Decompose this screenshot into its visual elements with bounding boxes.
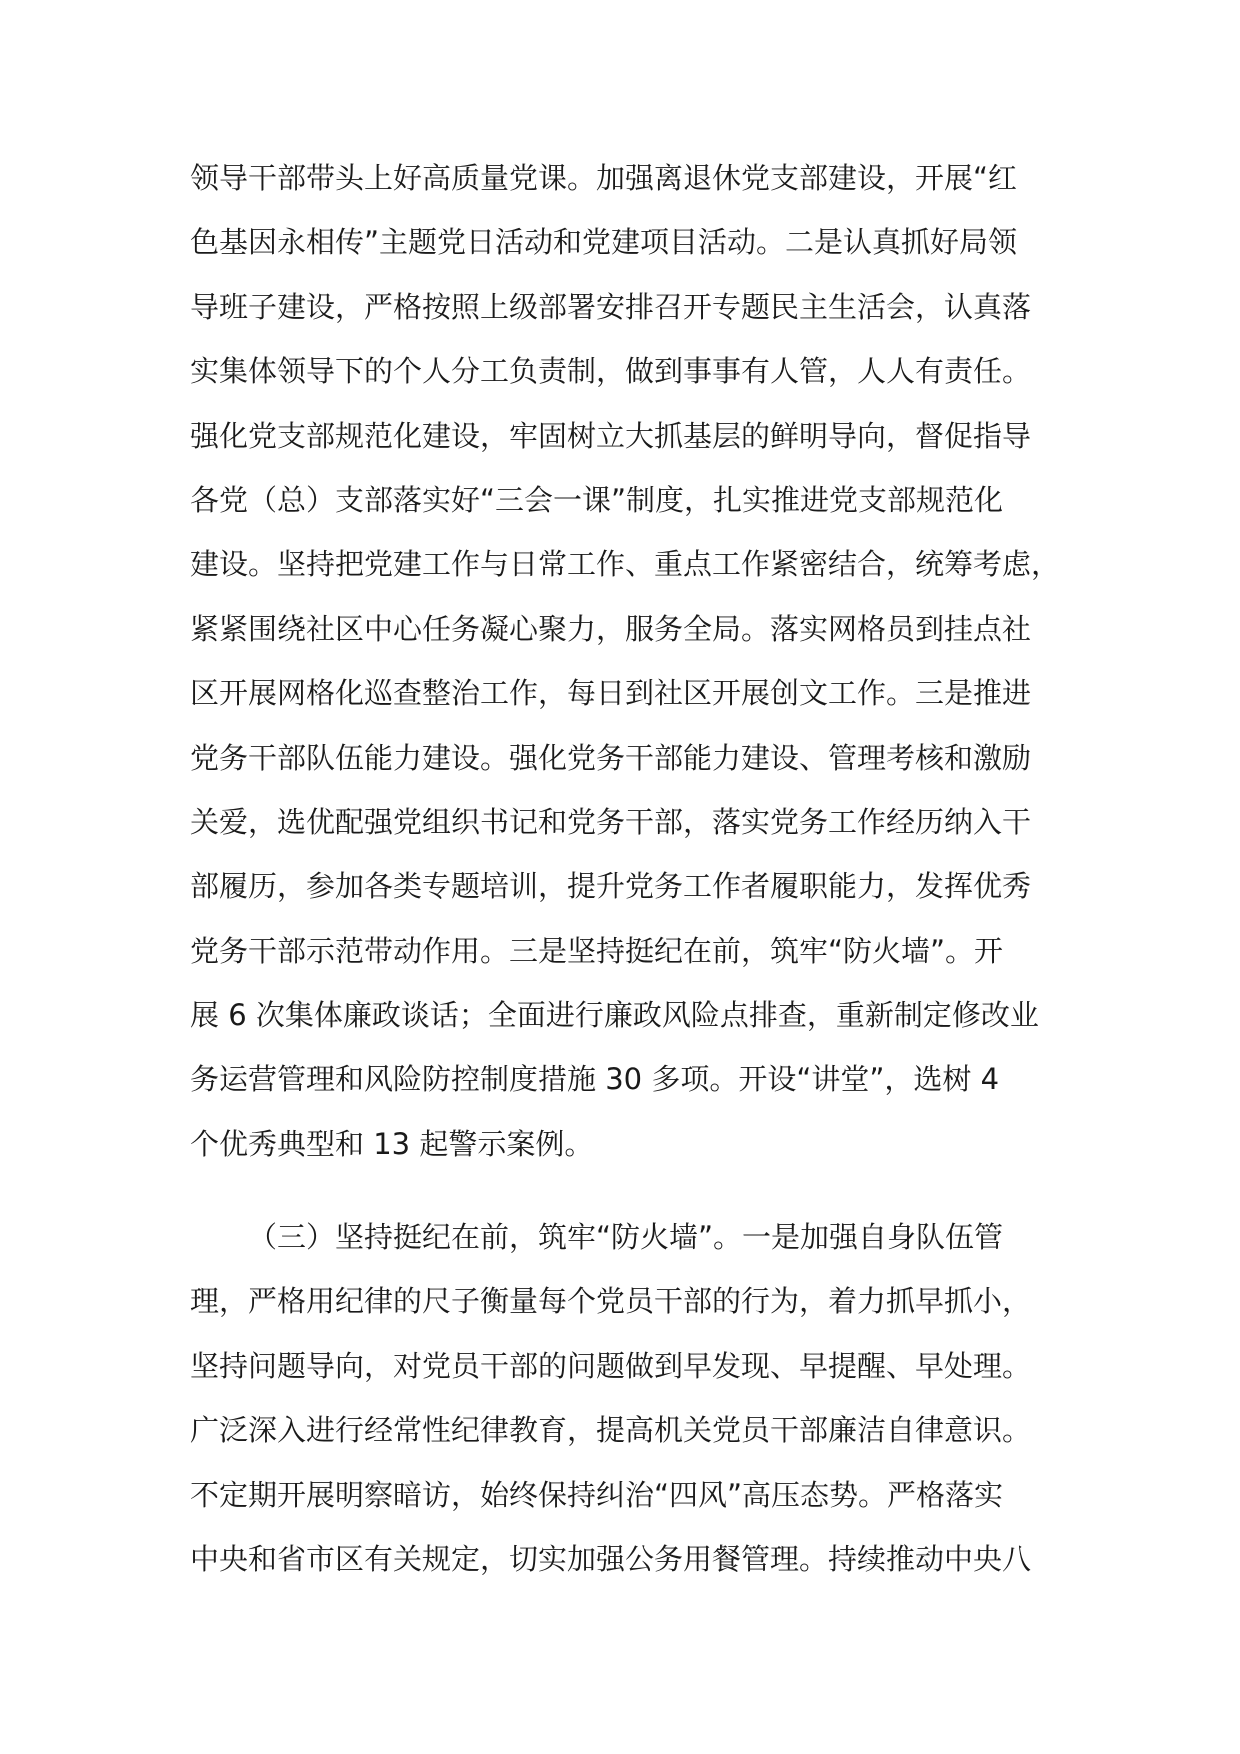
text-line: 建设。坚持把党建工作与日常工作、重点工作紧密结合，统筹考虑， bbox=[190, 547, 1061, 582]
text-line: 坚持问题导向，对党员干部的问题做到早发现、早提醒、早处理。 bbox=[190, 1348, 1032, 1383]
text-line: 紧紧围绕社区中心任务凝心聚力，服务全局。落实网格员到挂点社 bbox=[190, 611, 1032, 646]
text-line: 展 6 次集体廉政谈话；全面进行廉政风险点排查，重新制定修改业 bbox=[190, 998, 1039, 1033]
text-line: 关爱，选优配强党组织书记和党务干部，落实党务工作经历纳入干 bbox=[190, 804, 1032, 839]
text-line: 务运营管理和风险防控制度措施 30 多项。开设“讲堂”，选树 4 bbox=[190, 1062, 1000, 1097]
text-line: 色基因永相传”主题党日活动和党建项目活动。二是认真抓好局领 bbox=[190, 225, 1018, 260]
paragraph-section-three bbox=[190, 1205, 1090, 1591]
text-line: 实集体领导下的个人分工负责制，做到事事有人管，人人有责任。 bbox=[190, 354, 1032, 389]
text-line: 导班子建设，严格按照上级部署安排召开专题民主生活会，认真落 bbox=[190, 289, 1032, 324]
text-line: 强化党支部规范化建设，牢固树立大抓基层的鲜明导向，督促指导 bbox=[190, 418, 1032, 453]
text-line: 理，严格用纪律的尺子衡量每个党员干部的行为，着力抓早抓小， bbox=[190, 1284, 1032, 1319]
text-line: 个优秀典型和 13 起警示案例。 bbox=[190, 1126, 594, 1161]
text-line: 中央和省市区有关规定，切实加强公务用餐管理。持续推动中央八 bbox=[190, 1541, 1032, 1576]
paragraph-continued bbox=[190, 146, 1090, 1176]
text-line: 党务干部示范带动作用。三是坚持挺纪在前，筑牢“防火墙”。开 bbox=[190, 933, 1004, 968]
text-line: 领导干部带头上好高质量党课。加强离退休党支部建设，开展“红 bbox=[190, 161, 1018, 195]
text-line: 不定期开展明察暗访，始终保持纠治“四风”高压态势。严格落实 bbox=[190, 1477, 1004, 1512]
section-heading-line: （三）坚持挺纪在前，筑牢“防火墙”。一是加强自身队伍管 bbox=[248, 1220, 1004, 1254]
text-line: 广泛深入进行经常性纪律教育，提高机关党员干部廉洁自律意识。 bbox=[190, 1413, 1032, 1448]
text-line: 区开展网格化巡查整治工作，每日到社区开展创文工作。三是推进 bbox=[190, 676, 1032, 711]
text-line: 党务干部队伍能力建设。强化党务干部能力建设、管理考核和激励 bbox=[190, 740, 1032, 775]
text-line: 各党（总）支部落实好“三会一课”制度，扎实推进党支部规范化 bbox=[190, 482, 1004, 517]
text-line: 部履历，参加各类专题培训，提升党务工作者履职能力，发挥优秀 bbox=[190, 869, 1032, 904]
